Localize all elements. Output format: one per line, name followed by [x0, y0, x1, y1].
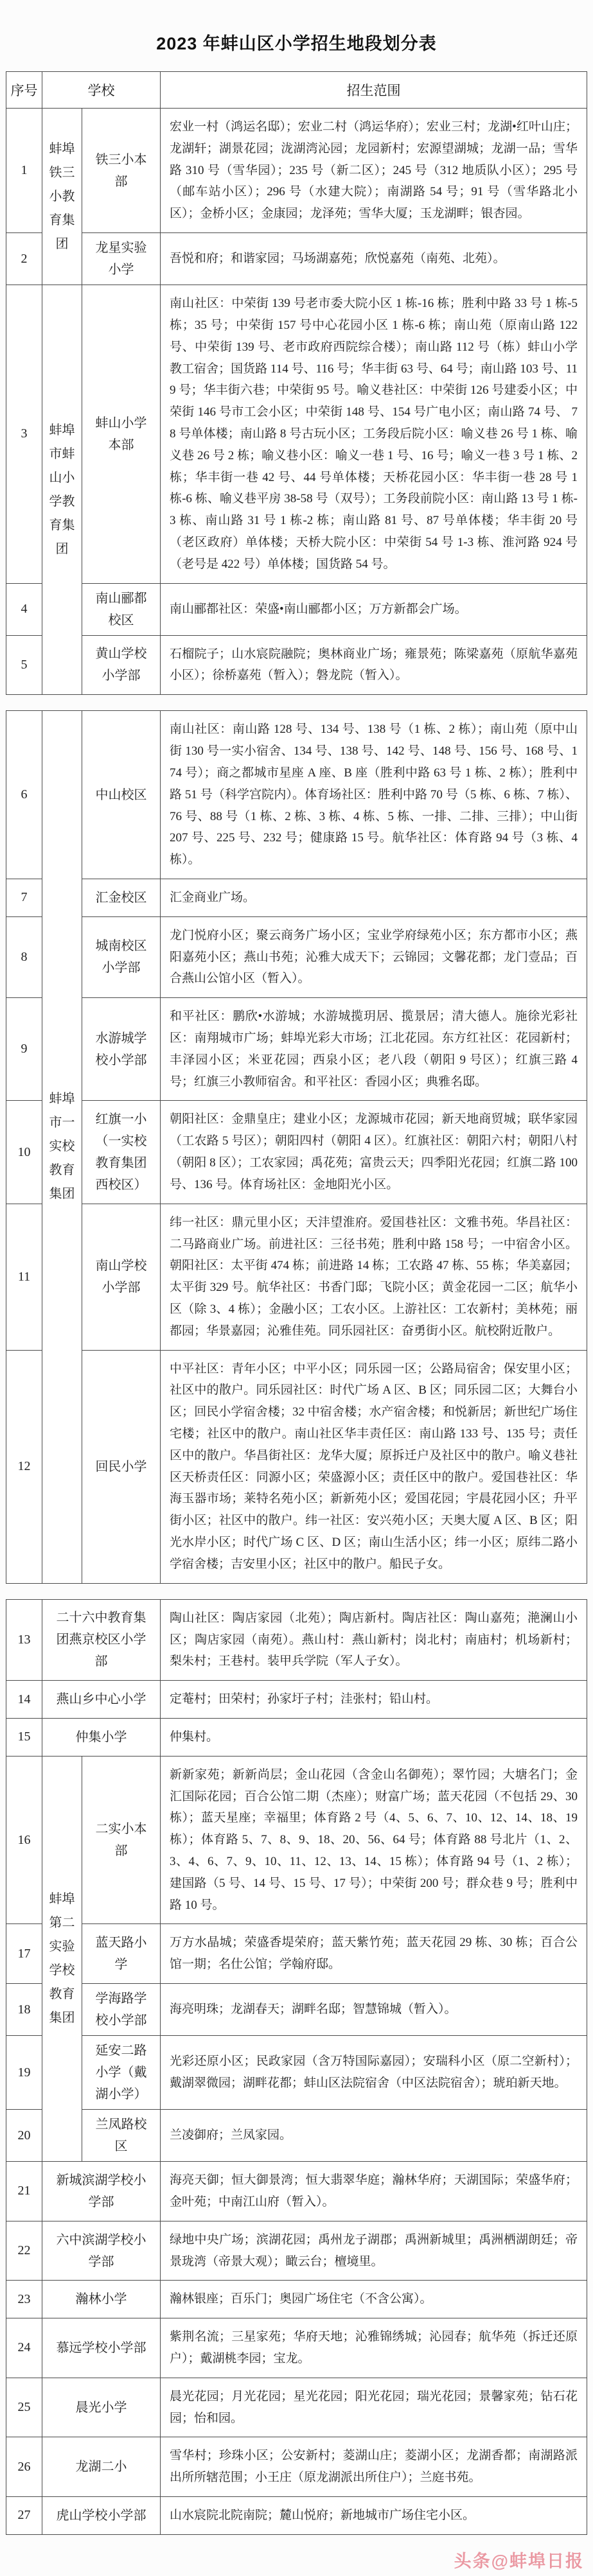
- range-cell: 纬一社区：鼎元里小区；天沣望淮府。爱国巷社区：文雅书苑。华昌社区：二马路商业广场。前进社区：三径书苑；胜利中路 158 号；一中宿舍小区。朝阳社区：太平街 474 栋；前进路 14 栋；工农路 47 栋、55 栋；华美嘉园；太平街 329 号。航华社区：书香门邸；飞院小区；黄金花园一二区；航华小区（除 3、4 栋）；金融小区；工农小区。上游社区：工农新村；美林苑；丽都园；华景嘉园；沁雅佳苑。同乐园社区：奋勇街小区。航校附近散户。: [161, 1204, 587, 1350]
- table-row: [6, 1924, 587, 1984]
- row-number: 15: [6, 1718, 42, 1756]
- school-cell: 蓝天路小学: [82, 1924, 161, 1984]
- header-no: 序号: [6, 72, 42, 109]
- table-row: [6, 2036, 587, 2110]
- range-cell: 海亮天御；恒大御景湾；恒大翡翠华庭；瀚林华府；天湖国际；荣盛华府；金叶苑；中南江山府（暂入）。: [161, 2162, 587, 2221]
- school-cell: 南山郦都校区: [82, 583, 161, 635]
- range-cell: 紫荆名流；三星家苑；华府天地；沁雅锦绣城；沁园春；航华苑（拆迁还原户）；戴湖桃李园；宝龙。: [161, 2318, 587, 2378]
- range-cell: 仲集村。: [161, 1718, 587, 1756]
- row-number: 20: [6, 2110, 42, 2162]
- row-number: 18: [6, 1984, 42, 2036]
- school-cell: 新城滨湖学校小学部: [42, 2162, 161, 2221]
- range-cell: 南山郦都社区：荣盛•南山郦都小区；万方新都会广场。: [161, 583, 587, 635]
- table-row: [6, 916, 587, 997]
- row-number: 24: [6, 2318, 42, 2378]
- range-cell: 汇金商业广场。: [161, 879, 587, 916]
- row-number: 2: [6, 233, 42, 285]
- row-number: 7: [6, 879, 42, 916]
- school-cell: 兰凤路校区: [82, 2110, 161, 2162]
- zone-table-section-1: [6, 71, 587, 695]
- school-cell: 南山学校小学部: [82, 1204, 161, 1350]
- watermark: 头条@蚌埠日报: [454, 2551, 584, 2571]
- table-row: [6, 635, 587, 695]
- table-row: [6, 2437, 587, 2497]
- row-number: 10: [6, 1101, 42, 1204]
- range-cell: 定菴村；田荣村；孙家圩子村；洼张村；铅山村。: [161, 1681, 587, 1719]
- school-cell: 水游城学校小学部: [82, 998, 161, 1101]
- school-cell: 虎山学校小学部: [42, 2497, 161, 2535]
- header-row: [6, 72, 587, 109]
- school-cell: 仲集小学: [42, 1718, 161, 1756]
- row-number: 14: [6, 1681, 42, 1719]
- table-row: [6, 233, 587, 285]
- row-number: 5: [6, 635, 42, 695]
- school-cell: 城南校区小学部: [82, 916, 161, 997]
- table-row: [6, 285, 587, 584]
- header-range: 招生范围: [161, 72, 587, 109]
- range-cell: 中平社区：青年小区；中平小区；同乐园一区；公路局宿舍；保安里小区；社区中的散户。同乐园社区：时代广场 A 区、B 区；同乐园二区；大舞台小区；回民小学宿舍楼；32 中宿舍楼；水产宿舍楼；和悦新居；新世纪广场住宅楼；社区中的散户。南山社区华丰责任区：南山路 133 号、135 号；责任区中的散户。华昌街社区：龙华大厦；原拆迁户及社区中的散户。喻义巷社区天桥责任区：同源小区；荣盛源小区；责任区中的散户。爱国巷社区：华海玉器市场；莱特名苑小区；新新苑小区；爱国花园；宇晨花园小区；升平街小区；社区中的散户。纬一社区：安兴苑小区；天奥大厦 A 区、B 区；阳光水岸小区；时代广场 C 区、D 区；南山生活小区；纬一小区；原纬二路小学宿舍楼；吉安里小区；社区中的散户。船民子女。: [161, 1350, 587, 1583]
- range-cell: 新新家苑；新新尚层；金山花园（含金山名御苑）；翠竹园；大塘名门；金汇国际花园；百合公馆二期（杰座）；财富广场；蓝天花园（不包括 29、30 栋）；蓝天星座；幸福里；体育路 2 号（4、5、6、7、10、12、14、18、19 栋）；体育路 5、7、8、9、18、20、56、64 号；体育路 88 号北片（1、2、3、4、6、7、9、10、11、12、13、14、15 栋）；体育路 94 号（1、2 栋）；建国路（5 号、14 号、15 号、17 号）；中荣街 200 号；群众巷 9 号；胜利中路 10 号。: [161, 1756, 587, 1924]
- row-number: 23: [6, 2281, 42, 2318]
- range-cell: 宏业一村（鸿运名邸）；宏业二村（鸿运华府）；宏业三村；龙湖•红叶山庄；龙湖轩；湖景花园；泷湖湾沁园；龙园新村；宏源望湖城；龙湖一品；雪华路 310 号（雪华园）；235 号（新二区）；245 号（312 地质队小区）；295 号（邮车站小区）；296 号（水建大院）；南湖路 54 号；91 号（雪华路北小区）；金桥小区；金康园；龙泽苑；雪华大厦；玉龙湖畔；银杏园。: [161, 109, 587, 233]
- group-cell: 蚌埠市蚌山小学教育集团: [42, 285, 82, 695]
- school-cell: 二实小本部: [82, 1756, 161, 1924]
- row-number: 11: [6, 1204, 42, 1350]
- school-cell: 红旗一小（一实校教育集团西校区）: [82, 1101, 161, 1204]
- range-cell: 朝阳社区：金鼎皇庄；建业小区；龙源城市花园；新天地商贸城；联华家园（工农路 5 号区）；朝阳四村（朝阳 4 区）。红旗社区：朝阳六村；朝阳八村（朝阳 8 区）；工农家园；禹花苑；富贵云天；四季阳光花园；红旗二路 100 号、136 号。体育场社区：金地阳光小区。: [161, 1101, 587, 1204]
- row-number: 22: [6, 2221, 42, 2281]
- range-cell: 南山社区：中荣街 139 号老市委大院小区 1 栋-16 栋；胜利中路 33 号 1 栋-5 栋；35 号；中荣街 157 号中心花园小区 1 栋-6 栋；南山苑（原南山路 122 号、中荣街 139 号、老市政府西院综合楼）；南山路 112 号（栋）蚌山小学教工宿舍；国货路 114 号、116 号；华丰街 63 号、64 号；南山路 103 号、119 号；华丰街六巷；中荣街 95 号。喻义巷社区：中荣街 126 号建委小区；中荣街 146 号市工会小区；中荣街 148 号、154 号广电小区；南山路 74 号、 78 号单体楼；南山路 8 号古玩小区；工务段后院小区：喻义巷 26 号 1 栋、喻义巷 26 号 2 栋；喻义巷小区：喻义一巷 1 号、16 号；喻义一巷 3 号 1 栋、2 栋；华丰街一巷 42 号、44 号单体楼；天桥花园小区：华丰街一巷 28 号 1 栋-6 栋、喻义巷平房 38-58 号（双号）；工务段前院小区：南山路 13 号 1 栋-3 栋、南山路 31 号 1 栋-2 栋；南山路 81 号、87 号单体楼；华丰街 20 号（老区政府）单体楼；天桥大院小区：中荣街 54 号 1-3 栋、淮河路 924 号（老号是 422 号）单体楼；国货路 54 号。: [161, 285, 587, 584]
- row-number: 25: [6, 2378, 42, 2437]
- table-row: [6, 583, 587, 635]
- school-cell: 蚌山小学本部: [82, 285, 161, 584]
- table-row: [6, 1350, 587, 1583]
- table-row: [6, 1204, 587, 1350]
- range-cell: 南山社区：南山路 128 号、134 号、138 号（1 栋、2 栋）；南山苑（原中山街 130 号一实小宿舍、134 号、138 号、142 号、148 号、156 号、168 号、174 号）；商之都城市星座 A 座、B 座（胜利中路 63 号 1 栋、2 栋）；胜利中路 51 号（科学宫院内）。体育场社区：胜利中路 70 号（5 栋、6 栋、7 栋）、76 号、88 号（1 栋、2 栋、3 栋、4 栋、5 栋、一排、二排、三排）；中山街 207 号、225 号、232 号；健康路 15 号。航华社区：体育路 94 号（3 栋、4 栋）。: [161, 711, 587, 879]
- row-number: 19: [6, 2036, 42, 2110]
- row-number: 6: [6, 711, 42, 879]
- table-row: [6, 998, 587, 1101]
- row-number: 8: [6, 916, 42, 997]
- range-cell: 绿地中央广场；滨湖花园；禹州龙子湖郡；禹洲新城里；禹洲栖湖朗廷；帝景珑湾（帝景大观）；瞰云台；檀境里。: [161, 2221, 587, 2281]
- row-number: 26: [6, 2437, 42, 2497]
- table-row: [6, 2162, 587, 2221]
- school-cell: 汇金校区: [82, 879, 161, 916]
- row-number: 27: [6, 2497, 42, 2535]
- range-cell: 晨光花园；月光花园；星光花园；阳光花园；瑞光花园；景馨家苑；钻石花园；怡和园。: [161, 2378, 587, 2437]
- table-row: [6, 2110, 587, 2162]
- range-cell: 陶山社区：陶店家园（北苑）；陶店新村。陶店社区：陶山嘉苑；滟澜山小区；陶店家园（南苑）。燕山村：燕山新村；岗北村；南庙村；机场新村；梨朱村；王巷村。装甲兵学院（军人子女）。: [161, 1599, 587, 1680]
- range-cell: 雪华村；珍珠小区；公安新村；菱湖山庄；菱湖小区；龙湖香都；南湖路派出所所辖范围；小王庄（原龙湖派出所住户）；兰庭书苑。: [161, 2437, 587, 2497]
- row-number: 21: [6, 2162, 42, 2221]
- school-cell: 燕山乡中心小学: [42, 1681, 161, 1719]
- school-cell: 六中滨湖学校小学部: [42, 2221, 161, 2281]
- school-cell: 铁三小本部: [82, 109, 161, 233]
- row-number: 17: [6, 1924, 42, 1984]
- range-cell: 和平社区：鹏欣•水游城；水游城揽玥居、揽景居；清大德人。施徐光彩社区：南翔城市广场；蚌埠光彩大市场；江北花园。东方红社区：花园新村；丰泽园小区；米亚花园；西泉小区；老八段（朝阳 9 号区）；红旗三路 4 号；红旗三小教师宿舍。和平社区：香园小区；典雅名邸。: [161, 998, 587, 1101]
- range-cell: 龙门悦府小区；聚云商务广场小区；宝业学府绿苑小区；东方都市小区；燕阳嘉苑小区；燕山书苑；沁雅大成天下；云锦园；文馨花都；龙门壹品；百合燕山公馆小区（暂入）。: [161, 916, 587, 997]
- range-cell: 光彩还原小区；民政家园（含万特国际嘉园）；安瑞科小区（原二空新村）；戴湖翠微园；湖畔花都；蚌山区法院宿舍（中区法院宿舍）；琥珀新天地。: [161, 2036, 587, 2110]
- table-row: [6, 1101, 587, 1204]
- header-school: 学校: [42, 72, 161, 109]
- school-cell: 二十六中教育集团燕京校区小学部: [42, 1599, 161, 1680]
- school-cell: 黄山学校小学部: [82, 635, 161, 695]
- zone-table-section-2: [6, 710, 587, 1583]
- table-row: [6, 711, 587, 879]
- range-cell: 万方水晶城；荣盛香堤荣府；蓝天紫竹苑；蓝天花园 29 栋、30 栋；百合公馆一期；名仕公馆；学翰府邸。: [161, 1924, 587, 1984]
- table-row: [6, 1756, 587, 1924]
- group-cell: 蚌埠第二实验学校教育集团: [42, 1756, 82, 2161]
- row-number: 1: [6, 109, 42, 233]
- table-row: [6, 2378, 587, 2437]
- school-cell: 延安二路小学（戴湖小学）: [82, 2036, 161, 2110]
- school-cell: 中山校区: [82, 711, 161, 879]
- range-cell: 山水宸院北院南院；麓山悦府；新地城市广场住宅小区。: [161, 2497, 587, 2535]
- table-row: [6, 1599, 587, 1680]
- school-cell: 瀚林小学: [42, 2281, 161, 2318]
- school-cell: 学海路学校小学部: [82, 1984, 161, 2036]
- row-number: 13: [6, 1599, 42, 1680]
- page-title: 2023 年蚌山区小学招生地段划分表: [156, 34, 437, 53]
- table-row: [6, 879, 587, 916]
- school-cell: 龙湖二小: [42, 2437, 161, 2497]
- table-row: [6, 109, 587, 233]
- table-row: [6, 1681, 587, 1719]
- zone-table-section-3: [6, 1599, 587, 2535]
- table-row: [6, 2497, 587, 2535]
- row-number: 9: [6, 998, 42, 1101]
- school-cell: 晨光小学: [42, 2378, 161, 2437]
- range-cell: 吾悦和府；和谐家园；马场湖嘉苑；欣悦嘉苑（南苑、北苑）。: [161, 233, 587, 285]
- range-cell: 兰凌御府；兰凤家园。: [161, 2110, 587, 2162]
- row-number: 3: [6, 285, 42, 584]
- range-cell: 瀚林银座；百乐门；奥园广场住宅（不含公寓）。: [161, 2281, 587, 2318]
- table-row: [6, 2281, 587, 2318]
- school-cell: 回民小学: [82, 1350, 161, 1583]
- table-row: [6, 2221, 587, 2281]
- group-cell: 蚌埠市一实校教育集团: [42, 711, 82, 1583]
- table-row: [6, 2318, 587, 2378]
- table-row: [6, 1984, 587, 2036]
- row-number: 4: [6, 583, 42, 635]
- school-cell: 慕远学校小学部: [42, 2318, 161, 2378]
- group-cell: 蚌埠铁三小教育集团: [42, 109, 82, 285]
- table-row: [6, 1718, 587, 1756]
- row-number: 16: [6, 1756, 42, 1924]
- range-cell: 海亮明珠；龙湖春天；湖畔名邸；智慧锦城（暂入）。: [161, 1984, 587, 2036]
- school-cell: 龙星实验小学: [82, 233, 161, 285]
- range-cell: 石榴院子；山水宸院融院；奥林商业广场；雍景苑；陈梁嘉苑（原航华嘉苑小区）；徐桥嘉苑（暂入）；磐龙院（暂入）。: [161, 635, 587, 695]
- row-number: 12: [6, 1350, 42, 1583]
